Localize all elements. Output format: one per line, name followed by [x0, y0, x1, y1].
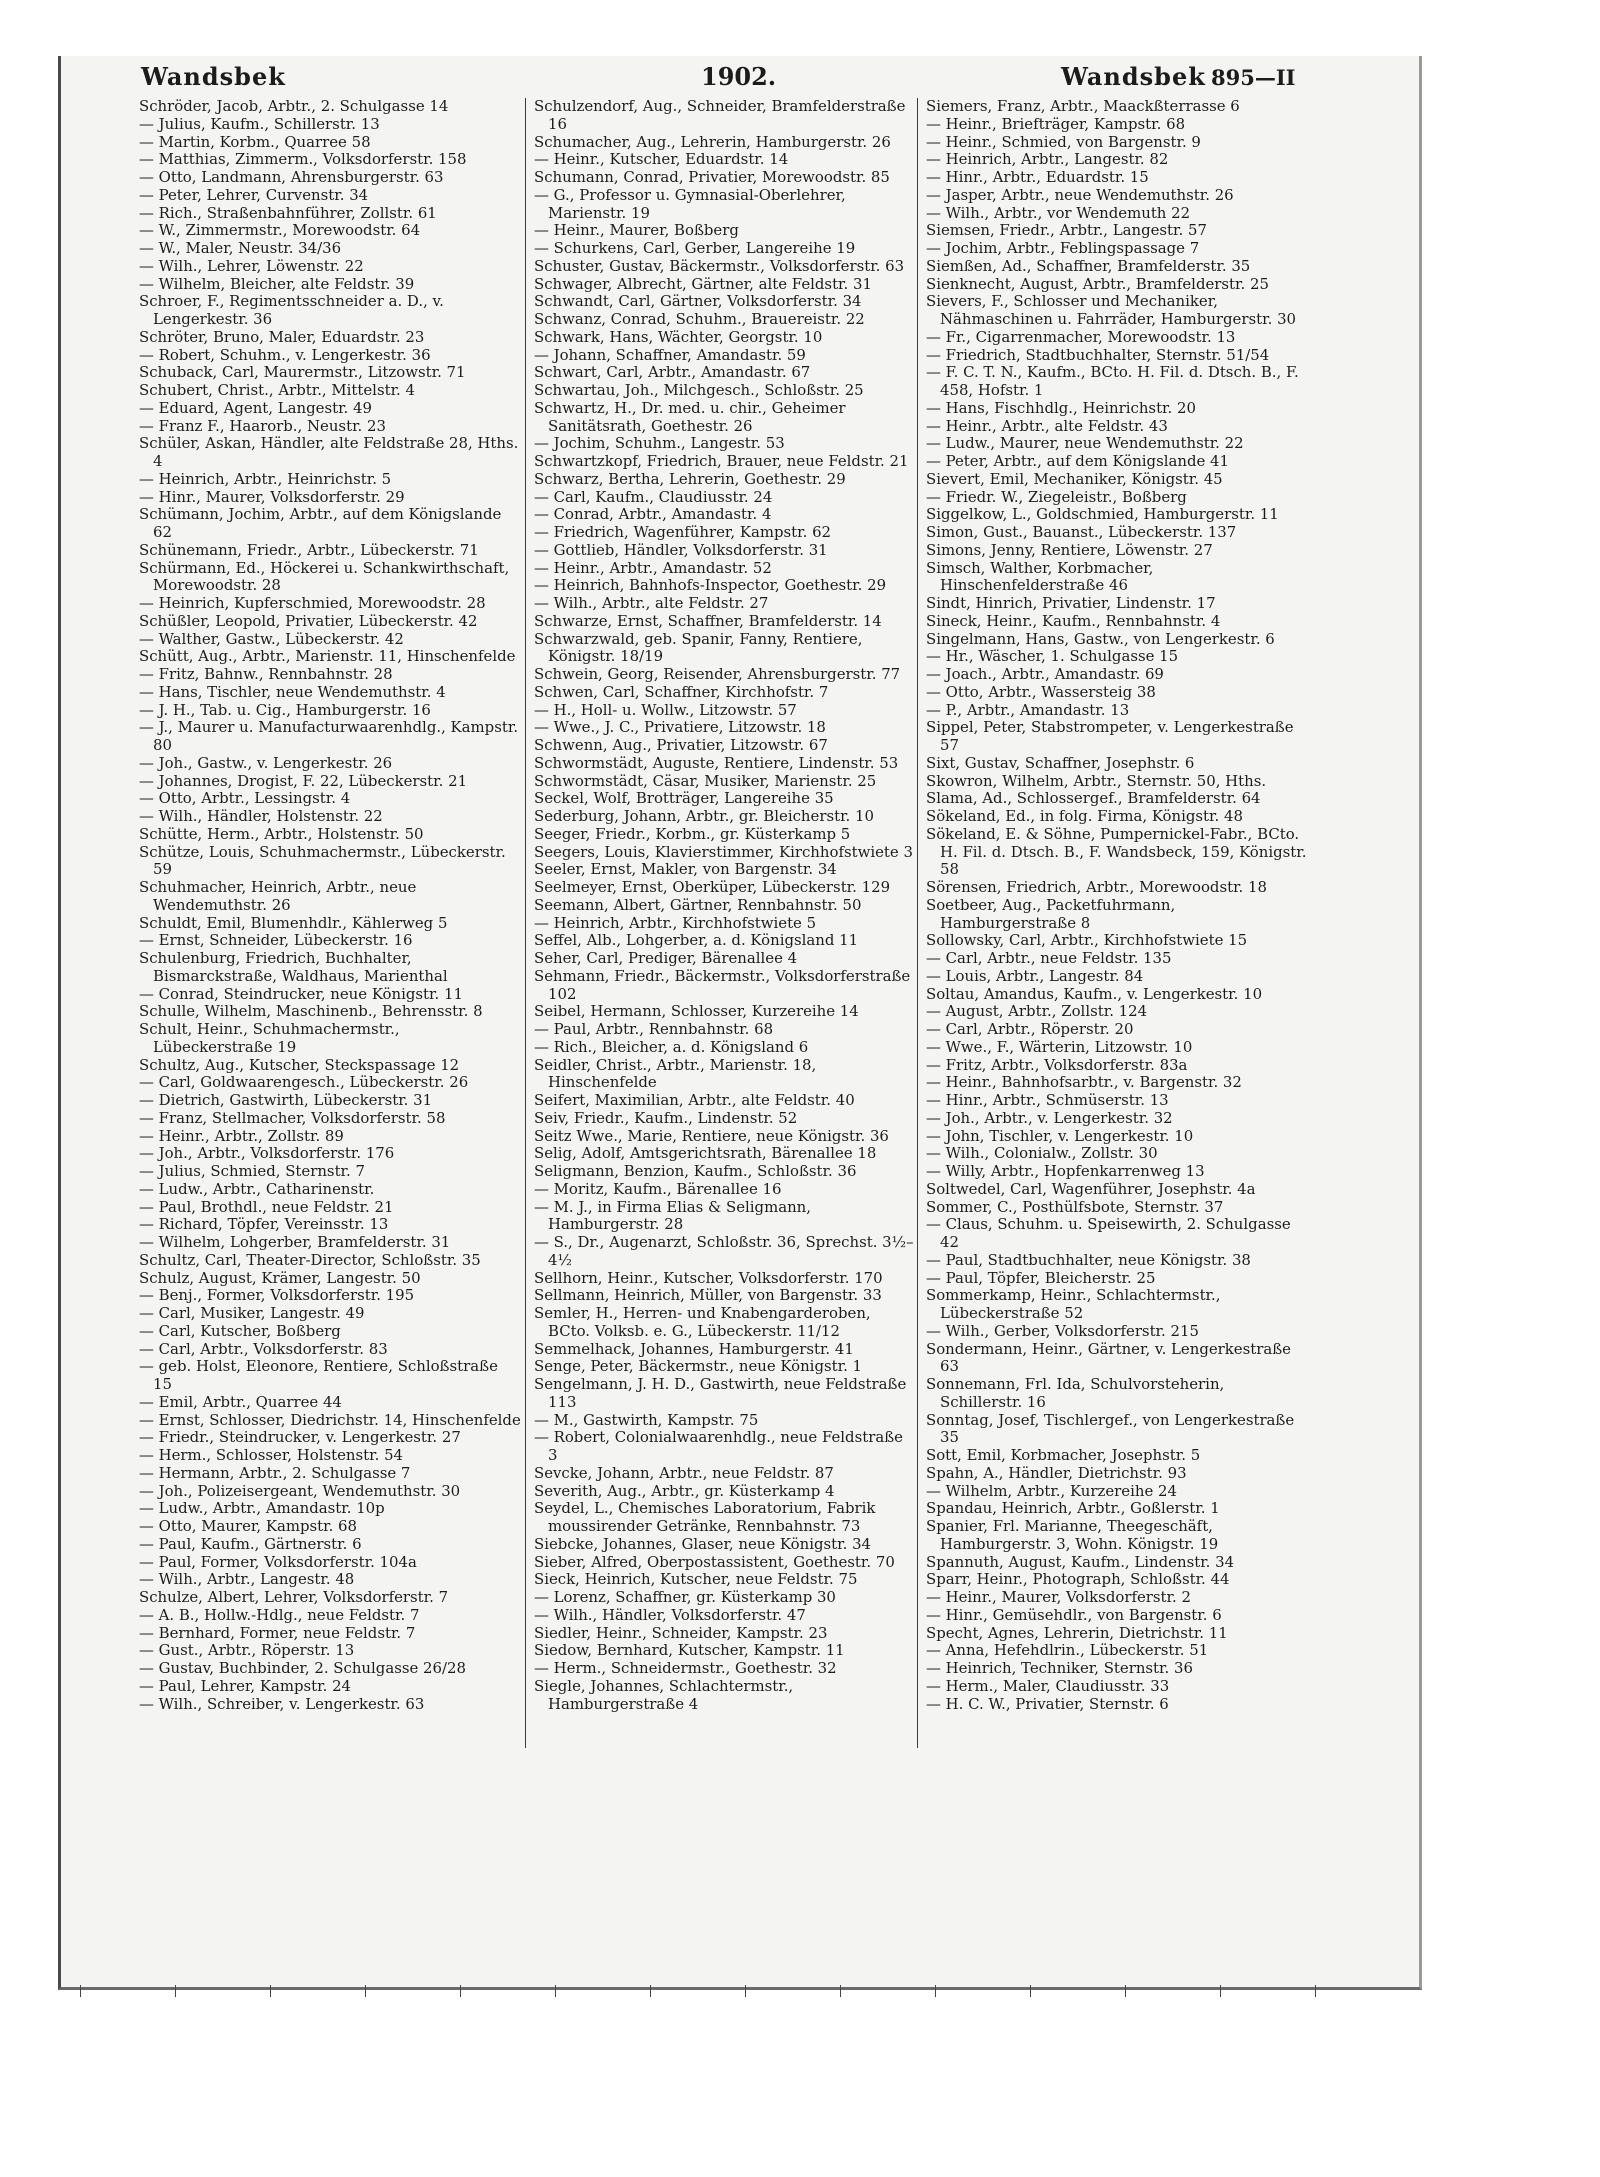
directory-entry: — A. B., Hollw.-Hdlg., neue Feldstr. 7 — [139, 1606, 420, 1624]
directory-entry: — John, Tischler, v. Lengerkestr. 10 — [926, 1127, 1194, 1145]
directory-entry: Schröder, Jacob, Arbtr., 2. Schulgasse 14 — [139, 98, 449, 115]
column-3 — [926, 98, 1308, 1713]
directory-entry: — Hinr., Maurer, Volksdorferstr. 29 — [139, 488, 405, 506]
directory-entry: Sievers, F., Schlosser und Mechaniker, Nähmaschinen u. Fahrräder, Hamburgerstr. 30 — [926, 293, 1297, 328]
directory-entry: Schüler, Askan, Händler, alte Feldstraße 28, Hths. 4 — [139, 435, 519, 470]
header-left-town: Wandsbek — [141, 62, 286, 91]
column-divider — [917, 98, 918, 1748]
directory-entry: Siemßen, Ad., Schaffner, Bramfelderstr. 35 — [926, 257, 1251, 275]
directory-entry: — W., Maler, Neustr. 34/36 — [139, 240, 342, 257]
scan-edge-ruler — [60, 1985, 1400, 1999]
directory-entry: — Friedrich, Wagenführer, Kampstr. 62 — [534, 524, 832, 541]
directory-entry: Schuldt, Emil, Blumenhdlr., Kählerweg 5 — [139, 914, 448, 932]
directory-entry: — W., Zimmermstr., Morewoodstr. 64 — [139, 222, 421, 240]
directory-entry: Seydel, L., Chemisches Laboratorium, Fabrik moussirender Getränke, Rennbahnstr. 73 — [534, 1500, 876, 1535]
directory-entry: — Wilh., Arbtr., Langestr. 48 — [139, 1571, 355, 1589]
directory-entry: Simons, Jenny, Rentiere, Löwenstr. 27 — [926, 541, 1213, 559]
ruler-tick — [745, 1985, 746, 1997]
directory-entry: Slama, Ad., Schlossergef., Bramfelderstr. 64 — [926, 790, 1261, 808]
directory-entry: — Peter, Lehrer, Curvenstr. 34 — [139, 186, 369, 204]
directory-entry: Sökeland, E. & Söhne, Pumpernickel-Fabr., BCto. H. Fil. d. Dtsch. B., F. Wandsbeck, 159, Königstr. 58 — [926, 825, 1307, 879]
directory-entry: — M. J., in Firma Elias & Seligmann, Hamburgerstr. 28 — [534, 1198, 811, 1234]
directory-entry: Schwanz, Conrad, Schuhm., Brauereistr. 22 — [534, 311, 865, 328]
directory-entry: — Joh., Polizeisergeant, Wendemuthstr. 30 — [139, 1482, 461, 1500]
directory-entry: — Ludw., Arbtr., Amandastr. 10p — [139, 1500, 385, 1518]
directory-entry: — Heinr., Bahnhofsarbtr., v. Bargenstr. 32 — [926, 1074, 1242, 1092]
directory-entry: — Heinrich, Bahnhofs-Inspector, Goethestr. 29 — [534, 577, 887, 595]
directory-entry: — Wilh., Gerber, Volksdorferstr. 215 — [926, 1322, 1199, 1340]
directory-entry: — Ludw., Maurer, neue Wendemuthstr. 22 — [926, 435, 1244, 453]
directory-entry: Sineck, Heinr., Kaufm., Rennbahnstr. 4 — [926, 612, 1221, 630]
directory-entry: — Robert, Schuhm., v. Lengerkestr. 36 — [139, 346, 431, 364]
directory-entry: — Paul, Brothdl., neue Feldstr. 21 — [139, 1198, 394, 1216]
directory-entry: Schümann, Jochim, Arbtr., auf dem Königslande 62 — [139, 506, 502, 541]
directory-entry: — Wwe., J. C., Privatiere, Litzowstr. 18 — [534, 719, 826, 737]
directory-entry: — Herm., Maler, Claudiusstr. 33 — [926, 1677, 1170, 1695]
ruler-tick — [555, 1985, 556, 1997]
directory-entry: Schultz, Aug., Kutscher, Steckspassage 12 — [139, 1056, 460, 1074]
directory-entry: — Peter, Arbtr., auf dem Königslande 41 — [926, 453, 1229, 470]
directory-entry: Siemers, Franz, Arbtr., Maackßterrasse 6 — [926, 98, 1240, 115]
directory-entry: — Carl, Kaufm., Claudiusstr. 24 — [534, 488, 773, 506]
directory-entry: — Carl, Musiker, Langestr. 49 — [139, 1305, 365, 1322]
directory-entry: Schuhmacher, Heinrich, Arbtr., neue Wendemuthstr. 26 — [139, 879, 417, 914]
directory-entry: Spandau, Heinrich, Arbtr., Goßlerstr. 1 — [926, 1500, 1220, 1518]
ruler-tick — [270, 1985, 271, 1997]
header-right-town: Wandsbek — [1061, 62, 1206, 91]
directory-entry: Schultz, Carl, Theater-Director, Schloßstr. 35 — [139, 1251, 481, 1269]
directory-entry: — Carl, Arbtr., Volksdorferstr. 83 — [139, 1340, 388, 1358]
directory-entry: Siebcke, Johannes, Glaser, neue Königstr. 34 — [534, 1535, 872, 1553]
directory-entry: Sott, Emil, Korbmacher, Josephstr. 5 — [926, 1447, 1201, 1464]
ruler-tick — [460, 1985, 461, 1997]
directory-entry: Skowron, Wilhelm, Arbtr., Sternstr. 50, Hths. — [926, 772, 1267, 790]
directory-entry: — Heinr., Maurer, Volksdorferstr. 2 — [926, 1589, 1191, 1606]
directory-entry: — Wilh., Händler, Holstenstr. 22 — [139, 808, 383, 825]
directory-entry: Severith, Aug., Arbtr., gr. Küsterkamp 4 — [534, 1482, 835, 1500]
directory-entry: — Bernhard, Former, neue Feldstr. 7 — [139, 1624, 416, 1642]
directory-entry: Sellmann, Heinrich, Müller, von Bargenstr. 33 — [534, 1287, 882, 1305]
directory-entry: — Schurkens, Carl, Gerber, Langereihe 19 — [534, 240, 856, 257]
directory-entry: Schwarzwald, geb. Spanir, Fanny, Rentiere, Königstr. 18/19 — [534, 630, 863, 666]
directory-entry: Sondermann, Heinr., Gärtner, v. Lengerkestraße 63 — [926, 1340, 1291, 1376]
directory-entry: — Conrad, Arbtr., Amandastr. 4 — [534, 506, 772, 524]
directory-entry: — Julius, Kaufm., Schillerstr. 13 — [139, 115, 380, 133]
directory-entry: — Anna, Hefehdlrin., Lübeckerstr. 51 — [926, 1642, 1209, 1660]
directory-entry: — Heinrich, Kupferschmied, Morewoodstr. 28 — [139, 595, 486, 612]
directory-entry: — Hans, Tischler, neue Wendemuthstr. 4 — [139, 683, 446, 701]
directory-entry: — Friedrich, Stadtbuchhalter, Sternstr. 51/54 — [926, 346, 1270, 364]
directory-entry: Schüßler, Leopold, Privatier, Lübeckerstr. 42 — [139, 612, 478, 630]
directory-entry: — J., Maurer u. Manufacturwaarenhdlg., Kampstr. 80 — [139, 719, 519, 754]
directory-entry: Schuster, Gustav, Bäckermstr., Volksdorferstr. 63 — [534, 257, 905, 275]
ruler-tick — [1220, 1985, 1221, 1997]
directory-entry: Seher, Carl, Prediger, Bärenallee 4 — [534, 950, 798, 967]
directory-entry: Sievert, Emil, Mechaniker, Königstr. 45 — [926, 470, 1223, 488]
directory-entry: — Richard, Töpfer, Vereinsstr. 13 — [139, 1216, 389, 1234]
directory-entry: Schulz, August, Krämer, Langestr. 50 — [139, 1269, 421, 1287]
directory-entry: — Eduard, Agent, Langestr. 49 — [139, 399, 372, 417]
directory-entry: — Gustav, Buchbinder, 2. Schulgasse 26/28 — [139, 1660, 466, 1677]
directory-entry: Seeler, Ernst, Makler, von Bargenstr. 34 — [534, 861, 837, 879]
directory-entry: — Franz, Stellmacher, Volksdorferstr. 58 — [139, 1109, 446, 1127]
directory-entry: Sienknecht, August, Arbtr., Bramfelderstr. 25 — [926, 275, 1269, 293]
directory-entry: — Hinr., Arbtr., Eduardstr. 15 — [926, 169, 1149, 186]
directory-entry: — Joach., Arbtr., Amandastr. 69 — [926, 666, 1164, 683]
directory-entry: — Dietrich, Gastwirth, Lübeckerstr. 31 — [139, 1092, 433, 1109]
directory-entry: — Paul, Stadtbuchhalter, neue Königstr. 38 — [926, 1251, 1251, 1269]
directory-entry: Sommer, C., Posthülfsbote, Sternstr. 37 — [926, 1198, 1224, 1216]
directory-entry: — Franz F., Haarorb., Neustr. 23 — [139, 417, 386, 435]
directory-entry: — Claus, Schuhm. u. Speisewirth, 2. Schulgasse 42 — [926, 1216, 1291, 1251]
directory-entry: — Heinr., Schmied, von Bargenstr. 9 — [926, 133, 1201, 151]
column-divider — [525, 98, 526, 1748]
directory-entry: — Wilh., Arbtr., alte Feldstr. 27 — [534, 595, 769, 612]
directory-entry: — Heinrich, Arbtr., Langestr. 82 — [926, 151, 1169, 169]
directory-entry: — Gottlieb, Händler, Volksdorferstr. 31 — [534, 541, 828, 559]
directory-entry: Schwein, Georg, Reisender, Ahrensburgerstr. 77 — [534, 666, 901, 683]
directory-entry: — Heinr., Briefträger, Kampstr. 68 — [926, 115, 1186, 133]
directory-entry: Schulenburg, Friedrich, Buchhalter, Bismarckstraße, Waldhaus, Marienthal — [139, 950, 448, 985]
directory-entry: Schürmann, Ed., Höckerei u. Schankwirthschaft, Morewoodstr. 28 — [139, 559, 510, 595]
directory-entry: Sippel, Peter, Stabstrompeter, v. Lengerkestraße 57 — [926, 719, 1294, 754]
directory-entry: Seelmeyer, Ernst, Oberküper, Lübeckerstr. 129 — [534, 879, 891, 896]
directory-entry: — Heinr., Maurer, Boßberg — [534, 222, 739, 240]
directory-entry: — F. C. T. N., Kaufm., BCto. H. Fil. d. Dtsch. B., F. 458, Hofstr. 1 — [926, 364, 1299, 399]
directory-entry: — Walther, Gastw., Lübeckerstr. 42 — [139, 630, 404, 648]
directory-entry: — Heinr., Arbtr., Zollstr. 89 — [139, 1127, 344, 1145]
directory-entry: — Johannes, Drogist, F. 22, Lübeckerstr. 21 — [139, 772, 468, 790]
directory-entry: Schwormstädt, Cäsar, Musiker, Marienstr. 25 — [534, 772, 877, 790]
directory-entry: — Gust., Arbtr., Röperstr. 13 — [139, 1642, 355, 1660]
directory-entry: Schwartzkopf, Friedrich, Brauer, neue Feldstr. 21 — [534, 453, 909, 470]
directory-entry: Sederburg, Johann, Arbtr., gr. Bleicherstr. 10 — [534, 808, 874, 825]
directory-entry: — Joh., Gastw., v. Lengerkestr. 26 — [139, 754, 393, 772]
directory-entry: Schumacher, Aug., Lehrerin, Hamburgerstr. 26 — [534, 133, 891, 151]
directory-entry: Seemann, Albert, Gärtner, Rennbahnstr. 50 — [534, 896, 862, 914]
directory-entry: — Heinr., Kutscher, Eduardstr. 14 — [534, 151, 789, 169]
directory-entry: — Jochim, Arbtr., Feblingspassage 7 — [926, 240, 1200, 257]
directory-entry: Sellhorn, Heinr., Kutscher, Volksdorferstr. 170 — [534, 1269, 883, 1287]
directory-entry: — Martin, Korbm., Quarree 58 — [139, 133, 371, 151]
directory-entry: — Carl, Goldwaarengesch., Lübeckerstr. 26 — [139, 1074, 469, 1092]
directory-page — [58, 56, 1422, 1990]
directory-entry: — Ernst, Schneider, Lübeckerstr. 16 — [139, 932, 413, 950]
directory-entry: Sörensen, Friedrich, Arbtr., Morewoodstr. 18 — [926, 879, 1267, 896]
directory-entry: Sixt, Gustav, Schaffner, Josephstr. 6 — [926, 754, 1195, 772]
directory-entry: Schwenn, Aug., Privatier, Litzowstr. 67 — [534, 737, 828, 754]
directory-entry: Sommerkamp, Heinr., Schlachtermstr., Lübeckerstraße 52 — [926, 1287, 1221, 1322]
directory-entry: — Otto, Arbtr., Wassersteig 38 — [926, 683, 1156, 701]
directory-entry: Schwarze, Ernst, Schaffner, Bramfelderstr. 14 — [534, 612, 882, 630]
directory-entry: — Wwe., F., Wärterin, Litzowstr. 10 — [926, 1038, 1193, 1056]
directory-entry: Sonntag, Josef, Tischlergef., von Lengerkestraße 35 — [926, 1411, 1295, 1447]
directory-entry: Seifert, Maximilian, Arbtr., alte Feldstr. 40 — [534, 1092, 855, 1109]
directory-entry: Siemsen, Friedr., Arbtr., Langestr. 57 — [926, 222, 1207, 240]
ruler-tick — [80, 1985, 81, 1997]
directory-entry: — Herm., Schneidermstr., Goethestr. 32 — [534, 1660, 837, 1677]
directory-entry: Schwarz, Bertha, Lehrerin, Goethestr. 29 — [534, 470, 846, 488]
directory-entry: — Paul, Former, Volksdorferstr. 104a — [139, 1553, 417, 1571]
directory-entry: Schwartz, H., Dr. med. u. chir., Geheimer Sanitätsrath, Goethestr. 26 — [534, 399, 846, 435]
directory-entry: Schütze, Louis, Schuhmachermstr., Lübeckerstr. 59 — [139, 843, 506, 879]
ruler-tick — [650, 1985, 651, 1997]
directory-entry: Schwager, Albrecht, Gärtner, alte Feldstr. 31 — [534, 275, 872, 293]
directory-entry: Schwark, Hans, Wächter, Georgstr. 10 — [534, 328, 823, 346]
directory-entry: Simsch, Walther, Korbmacher, Hinschenfelderstraße 46 — [926, 559, 1154, 595]
directory-entry: — geb. Holst, Eleonore, Rentiere, Schloßstraße 15 — [139, 1358, 498, 1393]
directory-entry: — Joh., Arbtr., Volksdorferstr. 176 — [139, 1145, 395, 1163]
directory-entry: Sökeland, Ed., in folg. Firma, Königstr. 48 — [926, 808, 1243, 825]
directory-entry: Seckel, Wolf, Brotträger, Langereihe 35 — [534, 790, 834, 808]
directory-entry: Selig, Adolf, Amtsgerichtsrath, Bärenallee 18 — [534, 1145, 877, 1163]
directory-entry: Schwart, Carl, Arbtr., Amandastr. 67 — [534, 364, 811, 382]
directory-entry: — Johann, Schaffner, Amandastr. 59 — [534, 346, 806, 364]
directory-entry: — Herm., Schlosser, Holstenstr. 54 — [139, 1447, 404, 1464]
directory-entry: — G., Professor u. Gymnasial-Oberlehrer, Marienstr. 19 — [534, 186, 846, 222]
directory-entry: Senge, Peter, Bäckermstr., neue Königstr. 1 — [534, 1358, 863, 1376]
directory-entry: Siedler, Heinr., Schneider, Kampstr. 23 — [534, 1624, 828, 1642]
directory-entry: Soetbeer, Aug., Packetfuhrmann, Hamburgerstraße 8 — [926, 896, 1176, 932]
directory-entry: — Wilh., Colonialw., Zollstr. 30 — [926, 1145, 1158, 1163]
directory-entry: Spannuth, August, Kaufm., Lindenstr. 34 — [926, 1553, 1235, 1571]
directory-entry: — S., Dr., Augenarzt, Schloßstr. 36, Sprechst. 3½–4½ — [534, 1234, 914, 1269]
directory-entry: Sieck, Heinrich, Kutscher, neue Feldstr. 75 — [534, 1571, 858, 1589]
directory-entry: — Louis, Arbtr., Langestr. 84 — [926, 967, 1144, 985]
directory-entry: — Friedr. W., Ziegeleistr., Boßberg — [926, 488, 1187, 506]
directory-entry: — Carl, Arbtr., neue Feldstr. 135 — [926, 950, 1172, 967]
directory-entry: — Fr., Cigarrenmacher, Morewoodstr. 13 — [926, 328, 1236, 346]
directory-entry: Singelmann, Hans, Gastw., von Lengerkestr. 6 — [926, 630, 1275, 648]
directory-entry: — Jasper, Arbtr., neue Wendemuthstr. 26 — [926, 186, 1234, 204]
directory-entry: Simon, Gust., Bauanst., Lübeckerstr. 137 — [926, 524, 1237, 541]
directory-entry: Soltau, Amandus, Kaufm., v. Lengerkestr. 10 — [926, 985, 1263, 1003]
directory-entry: — Paul, Töpfer, Bleicherstr. 25 — [926, 1269, 1156, 1287]
directory-entry: — Paul, Kaufm., Gärtnerstr. 6 — [139, 1535, 362, 1553]
directory-entry: — Lorenz, Schaffner, gr. Küsterkamp 30 — [534, 1589, 836, 1606]
header-page-number: 895—II — [1211, 65, 1296, 90]
directory-entry: — Julius, Schmied, Sternstr. 7 — [139, 1163, 365, 1180]
directory-entry: — Jochim, Schuhm., Langestr. 53 — [534, 435, 785, 453]
directory-entry: — Paul, Arbtr., Rennbahnstr. 68 — [534, 1021, 774, 1038]
directory-entry: — Conrad, Steindrucker, neue Königstr. 11 — [139, 985, 463, 1003]
directory-entry: Seeger, Friedr., Korbm., gr. Küsterkamp 5 — [534, 825, 851, 843]
directory-entry: Schulzendorf, Aug., Schneider, Bramfelderstraße 16 — [534, 98, 906, 133]
directory-entry: — Otto, Arbtr., Lessingstr. 4 — [139, 790, 351, 808]
directory-entry: Siedow, Bernhard, Kutscher, Kampstr. 11 — [534, 1642, 845, 1660]
directory-entry: Schwartau, Joh., Milchgesch., Schloßstr. 25 — [534, 382, 864, 399]
directory-entry: — Emil, Arbtr., Quarree 44 — [139, 1393, 342, 1411]
directory-entry: — Fritz, Bahnw., Rennbahnstr. 28 — [139, 666, 393, 683]
directory-entry: — M., Gastwirth, Kampstr. 75 — [534, 1411, 759, 1429]
directory-entry: Spahn, A., Händler, Dietrichstr. 93 — [926, 1464, 1187, 1482]
directory-entry: Semmelhack, Johannes, Hamburgerstr. 41 — [534, 1340, 854, 1358]
directory-entry: — Benj., Former, Volksdorferstr. 195 — [139, 1287, 415, 1305]
directory-entry: — H., Holl- u. Wollw., Litzowstr. 57 — [534, 701, 797, 719]
directory-entry: Siegle, Johannes, Schlachtermstr., Hamburgerstraße 4 — [534, 1677, 794, 1713]
ruler-tick — [1030, 1985, 1031, 1997]
directory-entry: Schult, Heinr., Schuhmachermstr., Lübeckerstraße 19 — [139, 1021, 400, 1056]
directory-entry: — Rich., Bleicher, a. d. Königsland 6 — [534, 1038, 809, 1056]
directory-entry: — Heinrich, Arbtr., Kirchhofstwiete 5 — [534, 914, 817, 932]
directory-entry: — Joh., Arbtr., v. Lengerkestr. 32 — [926, 1109, 1173, 1127]
directory-entry: Seiv, Friedr., Kaufm., Lindenstr. 52 — [534, 1109, 798, 1127]
directory-entry: — Heinrich, Techniker, Sternstr. 36 — [926, 1660, 1193, 1677]
directory-entry: Sparr, Heinr., Photograph, Schloßstr. 44 — [926, 1571, 1230, 1589]
directory-entry: — Heinr., Arbtr., Amandastr. 52 — [534, 559, 772, 577]
directory-entry: Schwandt, Carl, Gärtner, Volksdorferstr. 34 — [534, 293, 862, 311]
directory-entry: — Robert, Colonialwaarenhdlg., neue Feldstraße 3 — [534, 1429, 903, 1464]
directory-entry: — Otto, Landmann, Ahrensburgerstr. 63 — [139, 169, 444, 186]
directory-entry: — Hr., Wäscher, 1. Schulgasse 15 — [926, 648, 1179, 666]
directory-entry: Sollowsky, Carl, Arbtr., Kirchhofstwiete 15 — [926, 932, 1248, 950]
ruler-tick — [1315, 1985, 1316, 1997]
directory-entry: Schulle, Wilhelm, Maschinenb., Behrensstr. 8 — [139, 1003, 483, 1021]
directory-entry: Schumann, Conrad, Privatier, Morewoodstr. 85 — [534, 169, 890, 186]
directory-entry: — Hinr., Arbtr., Schmüserstr. 13 — [926, 1092, 1169, 1109]
directory-entry: Seegers, Louis, Klavierstimmer, Kirchhofstwiete 3 — [534, 843, 913, 861]
ruler-tick — [365, 1985, 366, 1997]
directory-entry: Seitz Wwe., Marie, Rentiere, neue Königstr. 36 — [534, 1127, 889, 1145]
directory-entry: Specht, Agnes, Lehrerin, Dietrichstr. 11 — [926, 1624, 1228, 1642]
directory-entry: — Fritz, Arbtr., Volksdorferstr. 83a — [926, 1056, 1188, 1074]
directory-entry: — Ludw., Arbtr., Catharinenstr. — [139, 1180, 375, 1198]
directory-entry: Semler, H., Herren- und Knabengarderoben, BCto. Volksb. e. G., Lübeckerstr. 11/12 — [534, 1305, 871, 1340]
ruler-tick — [840, 1985, 841, 1997]
directory-entry: — Friedr., Steindrucker, v. Lengerkestr. 27 — [139, 1429, 461, 1447]
directory-entry: — Wilh., Händler, Volksdorferstr. 47 — [534, 1606, 806, 1624]
directory-entry: Seffel, Alb., Lohgerber, a. d. Königsland 11 — [534, 932, 859, 950]
directory-entry: Schröter, Bruno, Maler, Eduardstr. 23 — [139, 328, 425, 346]
directory-entry: — Ernst, Schlosser, Diedrichstr. 14, Hinschenfelde — [139, 1411, 521, 1429]
directory-entry: Schwen, Carl, Schaffner, Kirchhofstr. 7 — [534, 683, 829, 701]
directory-entry: — P., Arbtr., Amandastr. 13 — [926, 701, 1130, 719]
directory-entry: — Wilh., Schreiber, v. Lengerkestr. 63 — [139, 1695, 425, 1713]
directory-entry: Seidler, Christ., Arbtr., Marienstr. 18, Hinschenfelde — [534, 1056, 817, 1092]
directory-entry: — Heinr., Arbtr., alte Feldstr. 43 — [926, 417, 1168, 435]
directory-entry: — Willy, Arbtr., Hopfenkarrenweg 13 — [926, 1163, 1205, 1180]
directory-entry: — Hans, Fischhdlg., Heinrichstr. 20 — [926, 399, 1196, 417]
directory-entry: Schubert, Christ., Arbtr., Mittelstr. 4 — [139, 382, 415, 399]
directory-entry: Schütt, Aug., Arbtr., Marienstr. 11, Hinschenfelde — [139, 648, 516, 666]
directory-entry: Schulze, Albert, Lehrer, Volksdorferstr. 7 — [139, 1589, 449, 1606]
directory-entry: — J. H., Tab. u. Cig., Hamburgerstr. 16 — [139, 701, 431, 719]
directory-entry: — Matthias, Zimmerm., Volksdorferstr. 158 — [139, 151, 467, 169]
directory-entry: — Heinrich, Arbtr., Heinrichstr. 5 — [139, 470, 392, 488]
directory-entry: — Rich., Straßenbahnführer, Zollstr. 61 — [139, 204, 437, 222]
ruler-tick — [1125, 1985, 1126, 1997]
directory-entry: Sevcke, Johann, Arbtr., neue Feldstr. 87 — [534, 1464, 834, 1482]
directory-entry: Soltwedel, Carl, Wagenführer, Josephstr. 4a — [926, 1180, 1256, 1198]
directory-entry: Schünemann, Friedr., Arbtr., Lübeckerstr. 71 — [139, 541, 479, 559]
directory-entry: — Otto, Maurer, Kampstr. 68 — [139, 1518, 357, 1535]
column-2 — [534, 98, 916, 1713]
directory-entry: Siggelkow, L., Goldschmied, Hamburgerstr. 11 — [926, 506, 1279, 524]
ruler-tick — [175, 1985, 176, 1997]
directory-entry: Schuback, Carl, Maurermstr., Litzowstr. 71 — [139, 364, 466, 382]
directory-entry: Schütte, Herm., Arbtr., Holstenstr. 50 — [139, 825, 424, 843]
directory-entry: Schwormstädt, Auguste, Rentiere, Lindenstr. 53 — [534, 754, 899, 772]
directory-entry: Schroer, F., Regimentsschneider a. D., v. Lengerkestr. 36 — [139, 293, 444, 328]
ruler-tick — [935, 1985, 936, 1997]
directory-entry: — H. C. W., Privatier, Sternstr. 6 — [926, 1695, 1169, 1713]
directory-entry: — Hermann, Arbtr., 2. Schulgasse 7 — [139, 1464, 411, 1482]
directory-entry: — Moritz, Kaufm., Bärenallee 16 — [534, 1180, 782, 1198]
directory-entry: — Carl, Kutscher, Boßberg — [139, 1322, 341, 1340]
directory-entry: — Wilh., Arbtr., vor Wendemuth 22 — [926, 204, 1191, 222]
directory-entry: Seligmann, Benzion, Kaufm., Schloßstr. 36 — [534, 1163, 857, 1180]
directory-entry: — August, Arbtr., Zollstr. 124 — [926, 1003, 1148, 1021]
directory-entry: — Carl, Arbtr., Röperstr. 20 — [926, 1021, 1134, 1038]
directory-entry: Sindt, Hinrich, Privatier, Lindenstr. 17 — [926, 595, 1216, 612]
directory-entry: Spanier, Frl. Marianne, Theegeschäft, Hamburgerstr. 3, Wohn. Königstr. 19 — [926, 1518, 1219, 1553]
directory-entry: Seibel, Hermann, Schlosser, Kurzereihe 14 — [534, 1003, 859, 1021]
header-year: 1902. — [701, 62, 777, 91]
directory-entry: Sieber, Alfred, Oberpostassistent, Goethestr. 70 — [534, 1553, 895, 1571]
directory-entry: — Wilhelm, Arbtr., Kurzereihe 24 — [926, 1482, 1177, 1500]
directory-entry: Sonnemann, Frl. Ida, Schulvorsteherin, Schillerstr. 16 — [926, 1376, 1225, 1411]
directory-entry: — Wilhelm, Lohgerber, Bramfelderstr. 31 — [139, 1234, 451, 1251]
directory-entry: — Hinr., Gemüsehdlr., von Bargenstr. 6 — [926, 1606, 1222, 1624]
directory-entry: Sengelmann, J. H. D., Gastwirth, neue Feldstraße 113 — [534, 1376, 907, 1411]
directory-entry: — Wilh., Lehrer, Löwenstr. 22 — [139, 257, 364, 275]
directory-entry: — Wilhelm, Bleicher, alte Feldstr. 39 — [139, 275, 415, 293]
directory-entry: Sehmann, Friedr., Bäckermstr., Volksdorferstraße 102 — [534, 967, 911, 1003]
directory-entry: — Paul, Lehrer, Kampstr. 24 — [139, 1677, 352, 1695]
column-1 — [139, 98, 521, 1713]
